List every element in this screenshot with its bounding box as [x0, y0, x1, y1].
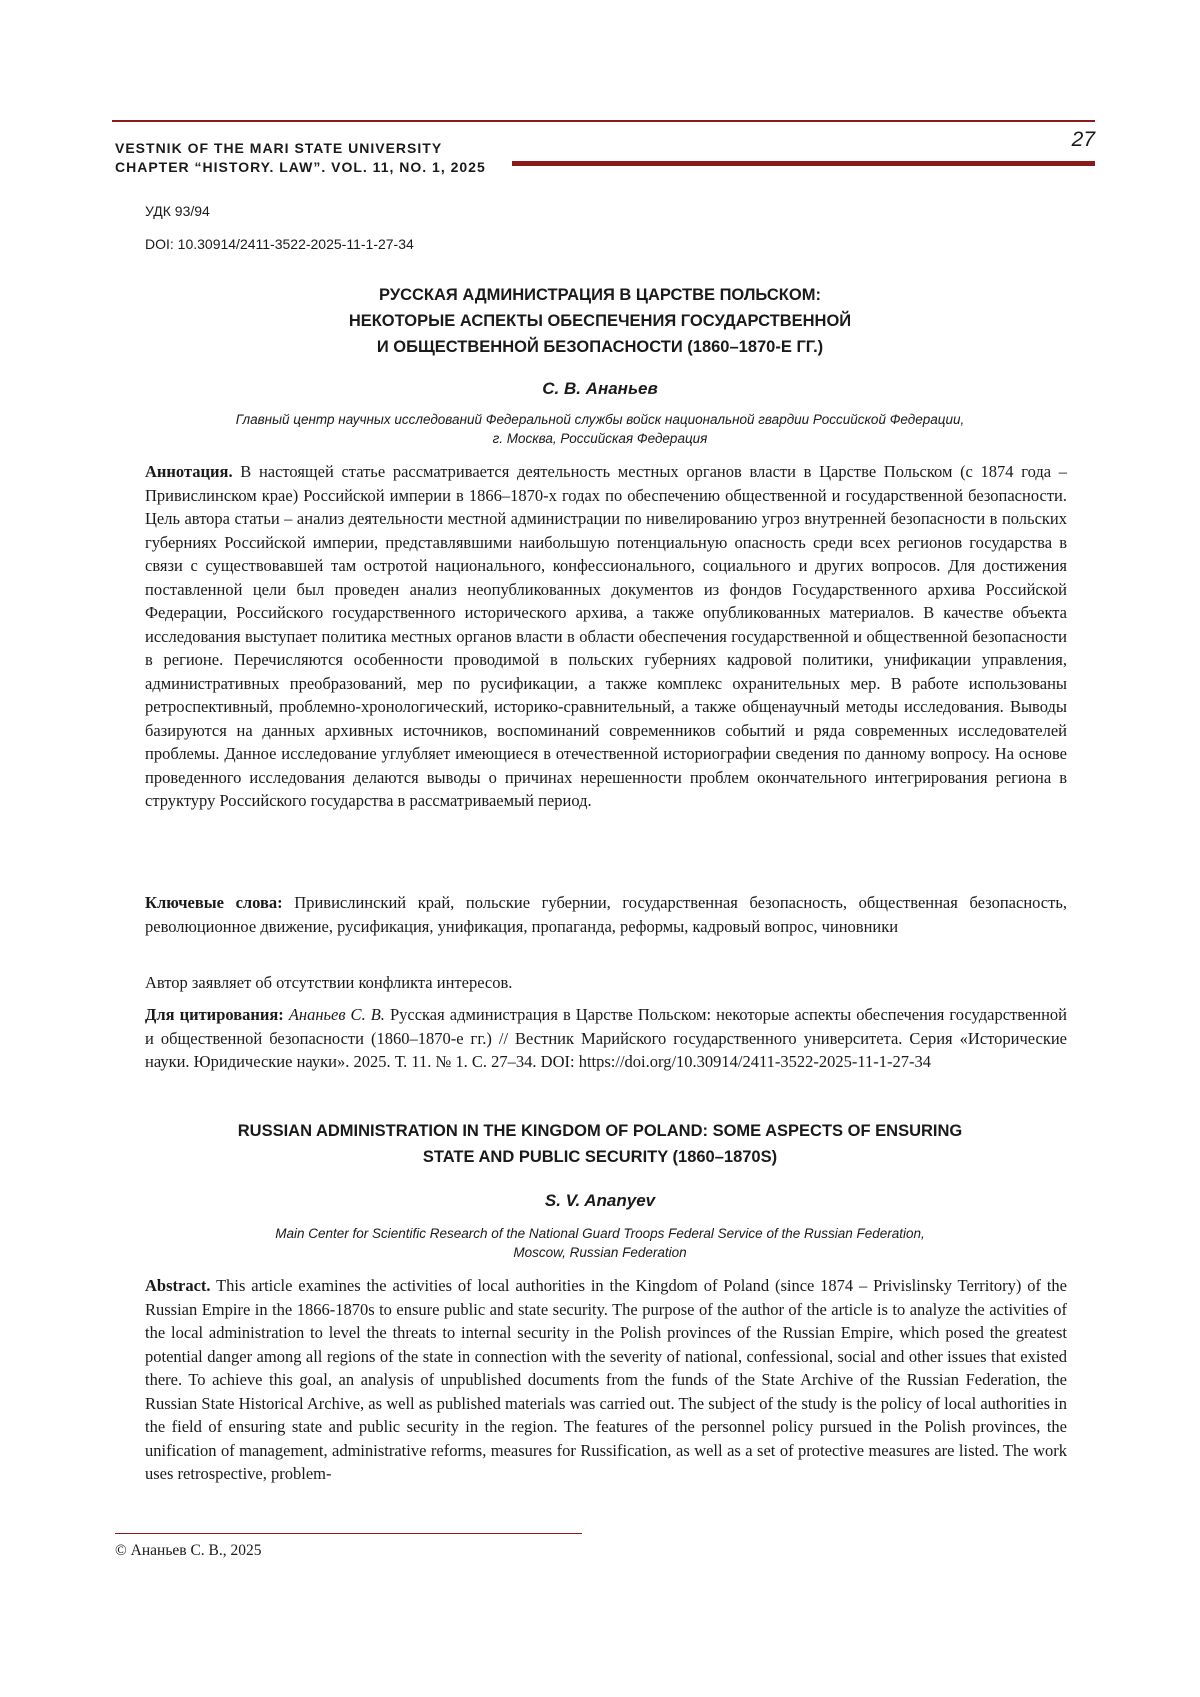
- english-affiliation: [130, 1224, 1070, 1262]
- udc-code: УДК 93/94: [145, 203, 210, 219]
- abstract-label: Abstract.: [145, 1276, 211, 1295]
- russian-author: С. В. Ананьев: [542, 379, 658, 398]
- russian-title-line: НЕКОТОРЫЕ АСПЕКТЫ ОБЕСПЕЧЕНИЯ ГОСУДАРСТВЕННОЙ: [348, 312, 852, 330]
- page-number: 27: [1071, 128, 1095, 151]
- russian-title-line: РУССКАЯ АДМИНИСТРАЦИЯ В ЦАРСТВЕ ПОЛЬСКОМ:: [379, 286, 821, 304]
- citation-text: Русская администрация в Царстве Польском: некоторые аспекты обеспечения государственной и общественной безопасности (1860–1870-е гг.) // Вестник Марийского государственного университета. Серия «Исторические науки. Юридические науки». 2025. Т. 11. № 1. С. 27–34. DOI: https://doi.org/10.30914/2411-3522-2025-11-1-27-34: [145, 1005, 1068, 1071]
- russian-title-line: И ОБЩЕСТВЕННОЙ БЕЗОПАСНОСТИ (1860–1870-Е ГГ.): [376, 338, 824, 356]
- citation-author: Ананьев С. В.: [283, 1005, 385, 1024]
- russian-keywords: [145, 891, 1067, 938]
- copyright: © Ананьев С. В., 2025: [115, 1542, 262, 1559]
- abstract-label: Аннотация.: [145, 462, 233, 481]
- journal-line-2: CHAPTER “HISTORY. LAW”. VOL. 11, NO. 1, 2025: [115, 159, 486, 175]
- affiliation-line: Main Center for Scientific Research of the National Guard Troops Federal Service of the Russian Federation,: [275, 1226, 925, 1241]
- russian-title: [130, 282, 1070, 360]
- english-author: S. V. Ananyev: [544, 1191, 656, 1210]
- abstract-text: В настоящей статье рассматривается деятельность местных органов власти в Царстве Польском (с 1874 года – Привислинском крае) Российской империи в 1866–1870-х годах по обеспечению общественной и государственной безопасности. Цель автора статьи – анализ деятельности местной администрации по нивелированию угроз внутренней безопасности в польских губерниях Российской империи, представлявшими наибольшую потенциальную опасность среди всех регионов государства в связи с существовавшей там остротой национального, конфессионального, социального и других вопросов. Для достижения поставленной цели был проведен анализ неопубликованных документов из фондов Государственного архива Российской Федерации, Российского государственного исторического архива, а также опубликованных материалов. В качестве объекта исследования выступает политика местных органов власти в области обеспечения государственной и общественной безопасности в регионе. Перечисляются особенности проводимой в польских губерниях кадровой политики, унификации управления, административных преобразований, мер по русификации, а также комплекс охранительных мер. В работе использованы ретроспективный, проблемно-хронологический, историко-сравнительный, а также общенаучный методы исследования. Выводы базируются на данных архивных источников, воспоминаний современников событий и ряда современных исследователей проблемы. Данное исследование углубляет имеющиеся в отечественной историографии сведения по данному вопросу. На основе проведенного исследования делаются выводы о причинах нерешенности проблем окончательного интегрирования региона в структуру Российского государства в рассматриваемый период.: [145, 462, 1067, 810]
- russian-affiliation: [130, 410, 1070, 448]
- english-abstract: [145, 1274, 1067, 1486]
- journal-line-1: VESTNIK OF THE MARI STATE UNIVERSITY: [115, 140, 443, 156]
- english-title: [130, 1118, 1070, 1170]
- footnote-rule: [115, 1533, 582, 1534]
- header-rule: [112, 120, 1095, 122]
- english-title-line: STATE AND PUBLIC SECURITY (1860–1870S): [422, 1148, 778, 1166]
- abstract-text: This article examines the activities of local authorities in the Kingdom of Poland (since 1874 – Privislinsky Territory) of the Russian Empire in the 1866-1870s to ensure public and state security. The purpose of the author of the article is to analyze the activities of the local administration to level the threats to internal security in the Polish provinces of the Russian Empire, which posed the greatest potential danger among all regions of the state in connection with the severity of national, confessional, social and other issues that existed there. To achieve this goal, an analysis of unpublished documents from the funds of the State Archive of the Russian Federation, the Russian State Historical Archive, as well as published materials was carried out. The subject of the study is the policy of local authorities in the field of ensuring state and public security in the region. The features of the personnel policy pursued in the Polish provinces, the unification of management, administrative reforms, measures for Russification, as well as a set of protective measures are listed. The work uses retrospective, problem-: [145, 1276, 1067, 1483]
- keywords-label: Ключевые слова:: [145, 893, 283, 912]
- affiliation-line: Moscow, Russian Federation: [513, 1245, 687, 1260]
- english-title-line: RUSSIAN ADMINISTRATION IN THE KINGDOM OF POLAND: SOME ASPECTS OF ENSURING: [237, 1122, 963, 1140]
- citation-label: Для цитирования:: [145, 1005, 284, 1024]
- keywords-text: Привислинский край, польские губернии, государственная безопасность, общественная безопасность, революционное движение, русификация, унификация, пропаганда, реформы, кадровый вопрос, чиновники: [145, 893, 1067, 936]
- conflict-statement: Автор заявляет об отсутствии конфликта интересов.: [145, 973, 513, 992]
- russian-abstract: [145, 460, 1067, 813]
- affiliation-line: г. Москва, Российская Федерация: [492, 431, 708, 446]
- affiliation-line: Главный центр научных исследований Федеральной службы войск национальной гвардии Российской Федерации,: [235, 412, 965, 427]
- doi: DOI: 10.30914/2411-3522-2025-11-1-27-34: [145, 236, 414, 252]
- header-bar: [512, 161, 1095, 166]
- journal-name: [115, 139, 486, 177]
- citation: [145, 1003, 1067, 1074]
